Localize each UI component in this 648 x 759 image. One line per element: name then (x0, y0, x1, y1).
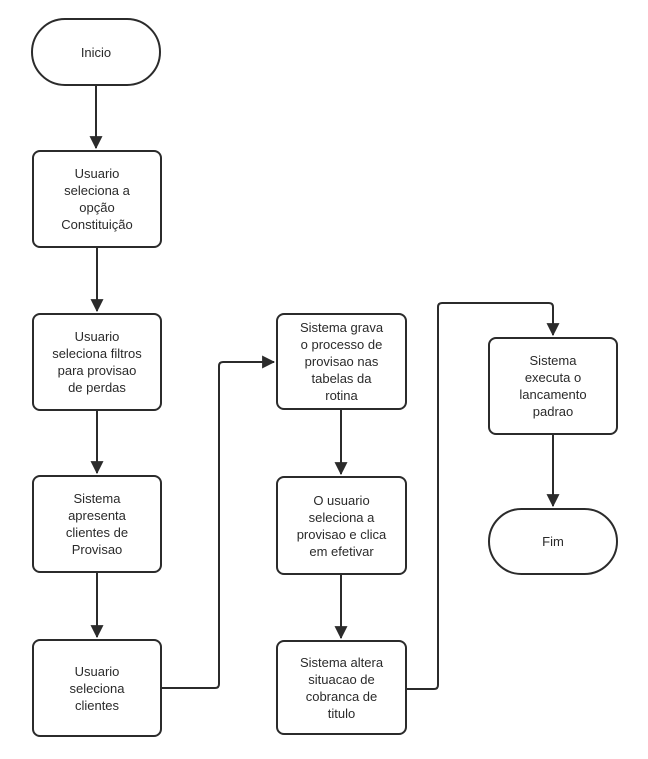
edge-usuario-seleciona-clientes-to-sistema-grava-processo (162, 362, 274, 688)
node-sistema-altera-situacao (276, 640, 407, 735)
node-usuario-seleciona-provisao-label: O usuario seleciona a provisao e clica em efetivar (296, 492, 387, 559)
node-inicio-label: Inicio (80, 44, 112, 60)
node-sistema-altera-situacao-label: Sistema altera situacao de cobranca de titulo (299, 654, 384, 721)
node-sistema-grava-processo-label: Sistema grava o processo de provisao nas tabelas da rotina (299, 320, 384, 403)
node-usuario-seleciona-opcao-label: Usuario seleciona a opção Constituição (61, 166, 133, 232)
node-usuario-seleciona-filtros (32, 313, 162, 411)
node-usuario-seleciona-provisao (276, 476, 407, 575)
node-usuario-seleciona-clientes (32, 639, 162, 737)
node-sistema-apresenta-clientes-label: Sistema apresenta clientes de Provisao (65, 491, 129, 557)
node-sistema-executa-lancamento (488, 337, 618, 435)
node-sistema-executa-lancamento-label: Sistema executa o lancamento padrao (519, 353, 587, 419)
node-usuario-seleciona-filtros-label: Usuario seleciona filtros para provisao de perdas (52, 329, 142, 395)
node-fim (488, 508, 618, 575)
node-usuario-seleciona-opcao (32, 150, 162, 248)
node-usuario-seleciona-clientes-label: Usuario seleciona clientes (69, 663, 125, 713)
node-sistema-grava-processo (276, 313, 407, 410)
node-sistema-apresenta-clientes (32, 475, 162, 573)
node-inicio (31, 18, 161, 86)
node-fim-label: Fim (542, 534, 564, 549)
